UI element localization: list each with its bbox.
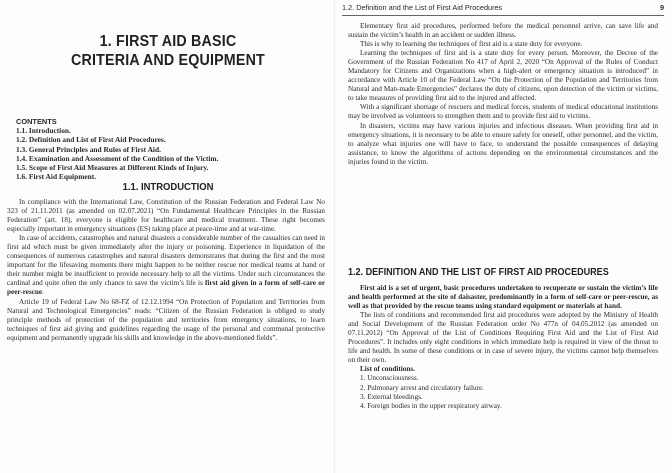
contents-item: 1.2. Definition and List of First Aid Procedures.: [16, 135, 166, 145]
list-item: 4. Foreign bodies in the upper respiratory airway.: [360, 401, 502, 410]
definition-paragraph: First aid is a set of urgent, basic procedures undertaken to recuperate or sustain the victim’s life and health performed at the site of daisaster, predominantly in a form of self-care or peer-rescue, as well as that provided by the rescue teams using standard equipment or materials at hand.: [348, 284, 658, 311]
contents-item: 1.1. Introduction.: [16, 126, 71, 136]
list-item: 1. Unconsciousness.: [360, 374, 419, 383]
contents-item: 1.5. Scope of First Aid Measures at Different Kinds of Injury.: [16, 163, 209, 173]
paragraph: Article 19 of Federal Law No 68-FZ of 12.12.1994 “On Protection of Population and Territories from Natural and Technological Emergencies” reads: “Citizen of the Russian Federation is obliged to study principle methods of protection of the population and territories from emergency situations, to learn techniques of first aid giving and guidelines regarding the usage of the personal and communal protective equipment and permanently upgrade his skills and knowledge in the above-mentioned fields”.: [7, 297, 325, 342]
right-body-text-bottom: [348, 284, 658, 411]
paragraph: In disasters, victims may have various injuries and infectious diseases. When providing first aid in emergency situations, it is necessary to be able to ensure safety for oneself, other personnel, and the victim, to analyze what injuries one will have to face, to understand the possible consequences of delaying assistance, to know the algorithms of actions depending on the environmental circumstances and the injuries found in the victim.: [348, 121, 658, 166]
contents-block: [16, 117, 218, 181]
chapter-title: [13, 32, 322, 70]
left-body-text: [7, 198, 325, 343]
contents-title: CONTENTS: [16, 117, 57, 126]
section-heading-introduction: 1.1. INTRODUCTION: [122, 181, 214, 193]
paragraph: The lists of conditions and recommended first aid procedures were adopted by the Ministry of Health and Social Development of the Russian Federation order No 477n of 04.05.2012 (as amended on 07.11.2012) “On Approval of the List of Conditions Requiring First Aid and the List of First Aid Procedures”. It includes only eight conditions in which immediate help is required in view of the threat to life and health. In some of these conditions or in case of severe injury, the victims cannot help themselves on their own.: [348, 311, 658, 365]
paragraph-text: In case of accidents, catastrophes and natural disasters a considerable number of the casualties can need in first aid which must be given immediately after the injury or poisoning. Experience in liquidation of the consequences of numerous catastrophes and natural disasters demonstrates that during the first and the most important for the lifesaving moments there might happen to be neither rescue nor medical teams at hand or their number might be insufficient to provide necessary help to all the victims. Under such circumstances the cardinal and quite often the only chance to save the victim’s life is: [7, 234, 325, 288]
paragraph: In compliance with the International Law, Constitution of the Russian Federation and Federal Law No 323 of 21.11.2011 (as amended on 02.07.2021) “On Fundamental Healthcare Principles in the Russian Federation” (art. 18), everyone is eligible for healthcare and medical treatment. These right becomes especially important in emergency situations (ES) taking place at peace-time and at war-time.: [7, 198, 325, 234]
contents-item: 1.4. Examination and Assessment of the Condition of the Victim.: [16, 153, 219, 163]
list-item: 3. External bleedings.: [360, 392, 423, 401]
list-item: 2. Pulmonary arrest and circulatory failure.: [360, 383, 484, 392]
right-body-text-top: [348, 22, 658, 167]
paragraph: Learning the techniques of first aid is a state duty for every person. Moreover, the Decree of the Government of the Russian Federation No 417 of April 2, 2020 “On Approval of the Rules of Conduct Mandatory for Citizens and Organizations when a high-alert or emergency situation is introduced” in accordance with Article 10 of the Federal Law “On the Protection of the Population and Territories from Natural and Man-made Emergencies” declares the duty of citizens, upon detection of the victim or victims, to take measures of providing first aid to the injured and affected.: [348, 49, 658, 103]
page-number: 9: [659, 3, 664, 12]
section-heading-definition: 1.2. DEFINITION AND THE LIST OF FIRST AID PROCEDURES: [348, 266, 609, 278]
running-head-title: 1.2. Definition and the List of First Aid Procedures: [342, 3, 503, 12]
list-title: List of conditions.: [360, 365, 415, 374]
running-head: [342, 2, 664, 16]
contents-item: 1.6. First Aid Equipment.: [16, 172, 97, 182]
chapter-title-line-2: CRITERIA AND EQUIPMENT: [71, 52, 265, 69]
paragraph: [7, 234, 325, 297]
paragraph: With a significant shortage of rescuers and medical forces, students of medical educational institutions may be involved as volunteers to strengthen them and to provide first aid to victims.: [348, 103, 658, 121]
paragraph: This is why to learning the techniques of first aid is a state duty for everyone.: [360, 40, 583, 49]
emphasis-text: first aid given in a form of self-care or peer-rescue: [7, 279, 326, 297]
paragraph-end: .: [42, 288, 44, 297]
contents-item: 1.3. General Principles and Rules of First Aid.: [16, 144, 161, 154]
chapter-title-line-1: 1. FIRST AID BASIC: [99, 33, 237, 50]
right-page: [336, 0, 672, 473]
paragraph: Elementary first aid procedures, performed before the medical personnel arrive, can save life and sustain the victim’s health in an accident or sudden illness.: [348, 22, 658, 40]
